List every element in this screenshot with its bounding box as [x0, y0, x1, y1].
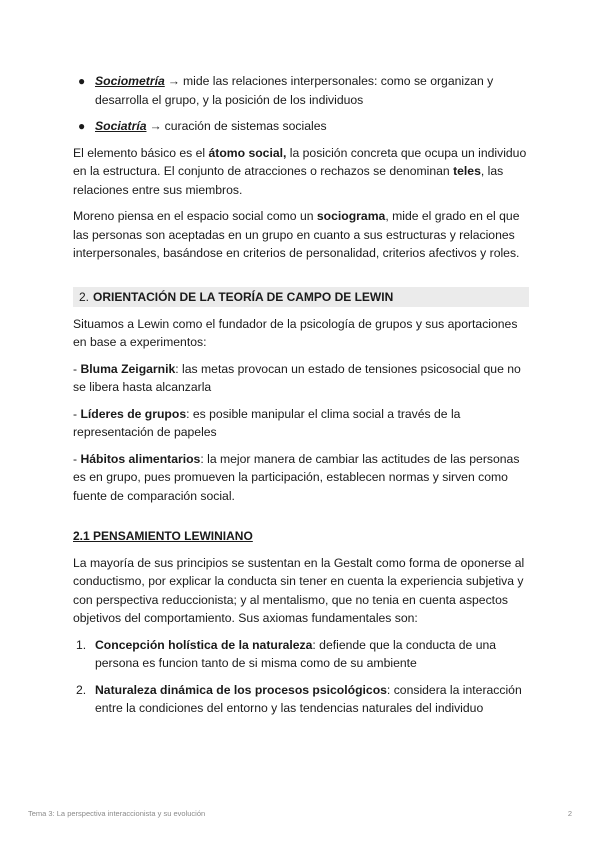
- experiment-text: : las metas provocan un estado de tensiones psicosocial que no se libera hasta alcanzarla: [73, 361, 521, 394]
- text-run: , mide el grado en el que las personas son aceptadas en un grupo en cuanto a sus estructuras y relaciones interpersonales, basándose en criterios de personalidad, criterios afectivos y roles.: [73, 209, 520, 260]
- page-content: [73, 72, 529, 726]
- paragraph-sociograma: [73, 207, 529, 263]
- paragraph-lewin-intro: Situamos a Lewin como el fundador de la psicología de grupos y sus aportaciones en base a experimentos:: [73, 316, 518, 349]
- experiment-item: [73, 450, 529, 506]
- bold-term-teles: teles: [453, 164, 481, 178]
- bold-term-sociograma: sociograma: [316, 209, 386, 223]
- bullet-list: [73, 72, 529, 136]
- experiment-text: : la mejor manera de cambiar las actitudes de las personas es en grupo, pues promueven la participación, establecen normas y sirven como fuente de comparación social.: [73, 451, 520, 503]
- paragraph-lewin-principles: La mayoría de sus principios se sustentan en la Gestalt como forma de oponerse al conductismo, por explicar la conducta sin tener en cuenta la experiencia subjetiva y con perspectiva reduccionista; y al mentalismo, que no tenia en cuenta aspectos objetivos del comportamiento. Sus axiomas fundamentales son:: [73, 555, 525, 625]
- experiment-text: : es posible manipular el clima social a través de la representación de papeles: [73, 406, 461, 439]
- experiment-item: [73, 360, 529, 397]
- axiom-item: [73, 681, 529, 718]
- footer-document-title: Tema 3: La perspectiva interaccionista y su evolución: [28, 809, 206, 818]
- experiment-term: Hábitos alimentarios: [80, 451, 201, 466]
- text-run: Moreno piensa en el espacio social como un: [73, 209, 317, 223]
- arrow-right-icon: →: [149, 119, 162, 133]
- dash: -: [73, 361, 81, 376]
- bullet-dot-icon: ●: [78, 74, 86, 88]
- bullet-dot-icon: ●: [78, 119, 86, 133]
- page-footer: [28, 809, 572, 818]
- bold-term-atomo-social: átomo social,: [208, 145, 287, 160]
- bullet-item-sociometria: [73, 72, 529, 109]
- axiom-number: 1.: [76, 637, 87, 652]
- bullet-text: mide las relaciones interpersonales: como se organizan y desarrolla el grupo, y la posición de los individuos: [95, 74, 494, 107]
- paragraph-atomo-social: [73, 144, 529, 200]
- axiom-text: : considera la interacción entre la condiciones del entorno y las tendencias naturales del individuo: [95, 682, 522, 715]
- dash: -: [73, 406, 81, 421]
- section-heading: [73, 287, 529, 307]
- axioms-list: [73, 636, 529, 718]
- section-number: 2.: [79, 289, 90, 304]
- footer-page-number: 2: [567, 809, 572, 818]
- text-run: El elemento básico es el: [73, 145, 209, 160]
- axiom-number: 2.: [76, 682, 87, 697]
- axiom-text: : defiende que la conducta de una persona es funcion tanto de si misma como de su ambiente: [95, 637, 497, 670]
- bullet-item-sociatria: [73, 117, 529, 136]
- subsection-heading: 2.1 PENSAMIENTO LEWINIANO: [73, 529, 253, 543]
- arrow-right-icon: →: [167, 74, 180, 88]
- axiom-term: Naturaleza dinámica de los procesos psicológicos: [95, 682, 387, 697]
- axiom-item: [73, 636, 529, 673]
- dash: -: [73, 451, 81, 466]
- experiment-term: Bluma Zeigarnik: [80, 361, 176, 376]
- experiment-item: [73, 405, 529, 442]
- bullet-text: curación de sistemas sociales: [164, 119, 327, 133]
- term-sociatria: Sociatría: [95, 119, 147, 133]
- axiom-term: Concepción holística de la naturaleza: [95, 637, 313, 652]
- text-run: , las relaciones entre sus miembros.: [73, 164, 504, 197]
- section-title: ORIENTACIÓN DE LA TEORÍA DE CAMPO DE LEWIN: [93, 289, 394, 304]
- experiment-term: Líderes de grupos: [80, 406, 187, 421]
- text-run: la posición concreta que ocupa un individuo en la estructura. El conjunto de atracciones o rechazos se denominan: [73, 145, 527, 178]
- term-sociometria: Sociometría: [95, 74, 165, 88]
